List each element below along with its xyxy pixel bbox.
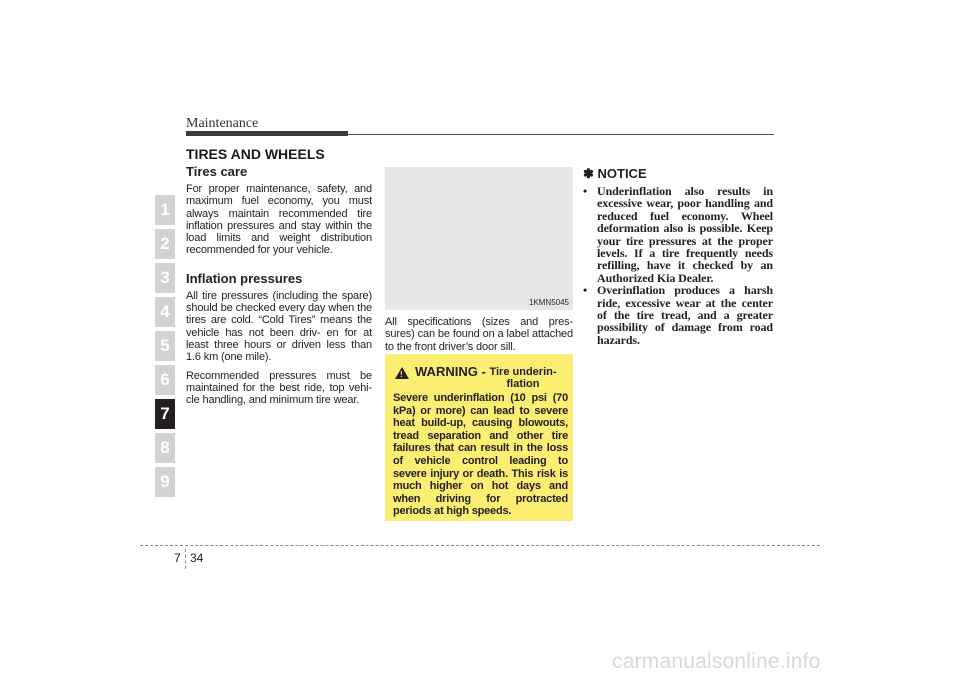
exclamation-icon: ! [400,370,403,379]
inflation-text-2: Recommended pressures must be maintained for the best ride, top vehi- cle handling, and minimum tire wear. [186,369,372,407]
watermark: carmanualsonline.info [612,650,821,673]
notice-item [583,284,773,346]
chapter-tab-9[interactable]: 9 [155,467,175,497]
warning-box [385,354,573,521]
tire-label-image [385,167,573,310]
bullet: • [583,184,588,198]
section-label: Maintenance [186,116,259,131]
notice-item-text: Overinflation produces a harsh ride, excessive wear at the center of the tire tread, and a greater possibility of damage from road hazards. [597,283,773,347]
tires-care-text: For proper maintenance, safety, and maximum fuel economy, you must always maintain recommended tire inflation pressures and stay within the load limits and weight distribution recommended for your vehicle. [186,183,372,257]
header-rule-thick [186,131,348,136]
column-right [583,166,773,346]
column-middle [385,316,573,359]
column-left [186,164,372,412]
chapter-tab-4[interactable]: 4 [155,297,175,327]
inflation-heading: Inflation pressures [186,270,303,286]
chapter-tab-6[interactable]: 6 [155,365,175,395]
notice-item [583,185,773,284]
warning-header [393,364,568,392]
footer-rule [140,545,820,546]
warning-text: Severe underinflation (10 psi (70 kPa) or more) can lead to severe heat build-up, causing blowouts, tread separation and other tire failures that can result in the loss of vehicle control leading to severe injury or death. This risk is much higher on hot days and when driving for protracted periods at high speeds. [393,392,568,518]
warning-label: WARNING - [415,364,486,379]
bullet: • [583,283,588,298]
chapter-tabs [155,195,175,501]
chapter-tab-3[interactable]: 3 [155,263,175,293]
inflation-text-1: All tire pressures (including the spare) should be checked every day when the tires are cold. “Cold Tires” means the vehicle has not been driv- en for at least three hours or driven less than 1.6 km (one mile). [186,289,372,364]
notice-list [583,185,773,346]
chapter-tab-8[interactable]: 8 [155,433,175,463]
chapter-tab-1[interactable]: 1 [155,195,175,225]
footer-divider [185,549,186,569]
chapter-tab-5[interactable]: 5 [155,331,175,361]
chapter-number: 7 [174,551,181,565]
header-rule-thin [348,134,774,135]
image-code: 1KMN5045 [528,298,569,307]
chapter-tab-7-active[interactable]: 7 [155,399,175,429]
page-title: TIRES AND WHEELS [186,146,325,162]
warning-subtitle: Tire underin- flation [489,366,557,390]
tires-care-heading: Tires care [186,164,248,179]
notice-item-text: Underinflation also results in excessive wear, poor handling and reduced fuel economy. Wheel deformation also is possible. Keep your tire pressures at the proper levels. If a tire frequently needs refilling, have it checked by an Authorized Kia Dealer. [597,184,773,285]
notice-heading: ✽ NOTICE [583,166,647,181]
chapter-tab-2[interactable]: 2 [155,229,175,259]
page-number: 34 [190,551,204,565]
spec-label-text: All specifications (sizes and pres- sures) can be found on a label attached to the front driver’s door sill. [385,316,573,353]
